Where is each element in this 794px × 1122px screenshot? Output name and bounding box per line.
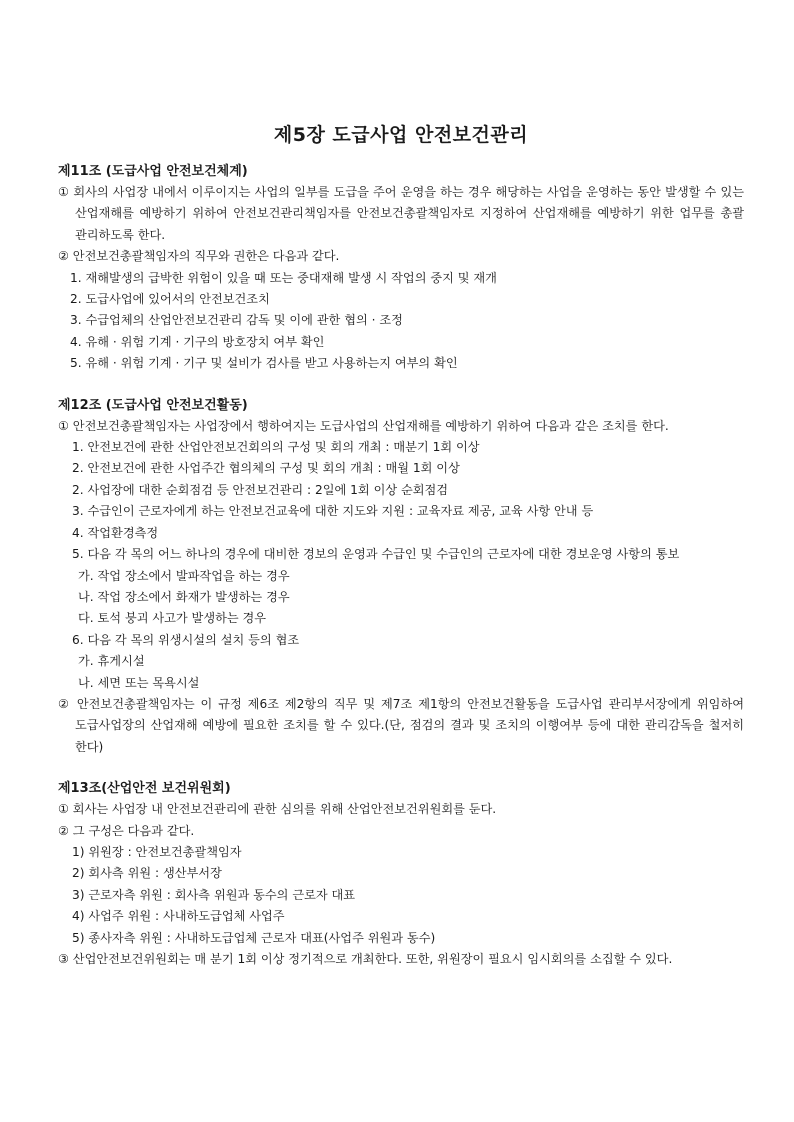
- article-12-item: 2. 안전보건에 관한 사업주간 협의체의 구성 및 회의 개최 : 매월 1회 이상: [72, 461, 460, 476]
- article-12-subitem: 가. 휴게시설: [78, 654, 145, 669]
- article-12: [58, 395, 744, 759]
- article-11-item: 2. 도급사업에 있어서의 안전보건조치: [70, 292, 270, 307]
- article-12-subitem: 나. 세면 또는 목욕시설: [78, 675, 200, 690]
- article-11-paragraph-2: ② 안전보건총괄책임자의 직무와 권한은 다음과 같다.: [58, 249, 340, 264]
- article-11-item: 3. 수급업체의 산업안전보건관리 감독 및 이에 관한 협의 · 조정: [70, 313, 403, 328]
- article-12-item: 4. 작업환경측정: [72, 525, 159, 540]
- article-13-paragraph-1: ① 회사는 사업장 내 안전보건관리에 관한 심의를 위해 산업안전보건위원회를 둔다.: [58, 802, 497, 817]
- article-11-item: 4. 유해 · 위험 기계 · 기구의 방호장치 여부 확인: [70, 334, 325, 349]
- article-13-item: 5) 종사자측 위원 : 사내하도급업체 근로자 대표(사업주 위원과 동수): [72, 930, 436, 945]
- article-12-item: 3. 수급인이 근로자에게 하는 안전보건교육에 대한 지도와 지원 : 교육자료 제공, 교육 사항 안내 등: [72, 504, 594, 519]
- article-12-item: 6. 다음 각 목의 위생시설의 설치 등의 협조: [72, 632, 300, 647]
- article-13-item: 3) 근로자측 위원 : 회사측 위원과 동수의 근로자 대표: [72, 887, 356, 902]
- article-13-item: 1) 위원장 : 안전보건총괄책임자: [72, 844, 242, 859]
- article-13-paragraph-3: ③ 산업안전보건위원회는 매 분기 1회 이상 정기적으로 개최한다. 또한, 위원장이 필요시 임시회의를 소집할 수 있다.: [58, 952, 673, 966]
- article-12-subitem: 다. 토석 붕괴 사고가 발생하는 경우: [78, 611, 267, 626]
- article-12-item: 1. 안전보건에 관한 산업안전보건회의의 구성 및 회의 개최 : 매분기 1회 이상: [72, 440, 480, 455]
- article-12-subitem: 나. 작업 장소에서 화재가 발생하는 경우: [78, 589, 290, 604]
- article-13-paragraph-2: ② 그 구성은 다음과 같다.: [58, 823, 195, 838]
- article-13: [58, 778, 744, 970]
- article-13-item: 2) 회사측 위원 : 생산부서장: [72, 866, 222, 881]
- article-13-item: 4) 사업주 위원 : 사내하도급업체 사업주: [72, 909, 285, 924]
- article-11-item: 1. 재해발생의 급박한 위험이 있을 때 또는 중대재해 발생 시 작업의 중지 및 재개: [70, 270, 497, 285]
- article-12-item: 2. 사업장에 대한 순회점검 등 안전보건관리 : 2일에 1회 이상 순회점검: [72, 482, 449, 497]
- chapter-title: 제5장 도급사업 안전보건관리: [273, 124, 529, 146]
- article-12-subitem: 가. 작업 장소에서 발파작업을 하는 경우: [78, 568, 290, 583]
- article-11-item: 5. 유해 · 위험 기계 · 기구 및 설비가 검사를 받고 사용하는지 여부의 확인: [70, 356, 458, 371]
- article-12-item: 5. 다음 각 목의 어느 하나의 경우에 대비한 경보의 운영과 수급인 및 수급인의 근로자에 대한 경보운영 사항의 통보: [72, 547, 680, 562]
- article-11-title: 제11조 (도급사업 안전보건체계): [58, 164, 248, 179]
- article-11-paragraph-1: ① 회사의 사업장 내에서 이루이지는 사업의 일부를 도급을 주어 운영을 하는 경우 해당하는 사업을 운영하는 동안 발생할 수 있는 산업재해를 예방하기 위하여 안전보건관리책임자를 안전보건총괄책임자로 지정하여 산업재해를 예방하기 위한 업무를 총괄 관리하도록 한다.: [58, 185, 744, 242]
- article-11: [58, 161, 744, 375]
- article-12-paragraph-1: ① 안전보건총괄책임자는 사업장에서 행하여지는 도급사업의 산업재해를 예방하기 위하여 다음과 같은 조치를 한다.: [58, 418, 669, 433]
- article-13-title: 제13조(산업안전 보건위원회): [58, 781, 231, 797]
- article-12-title: 제12조 (도급사업 안전보건활동): [58, 397, 248, 413]
- article-12-paragraph-2: ② 안전보건총괄책임자는 이 규정 제6조 제2항의 직무 및 제7조 제1항의 안전보건활동을 도급사업 관리부서장에게 위임하여 도급사업장의 산업재해 예방에 필요한 조치를 할 수 있다.(단, 점검의 결과 및 조치의 이행여부 등에 대한 관리감독을 철저히 한다): [58, 696, 744, 754]
